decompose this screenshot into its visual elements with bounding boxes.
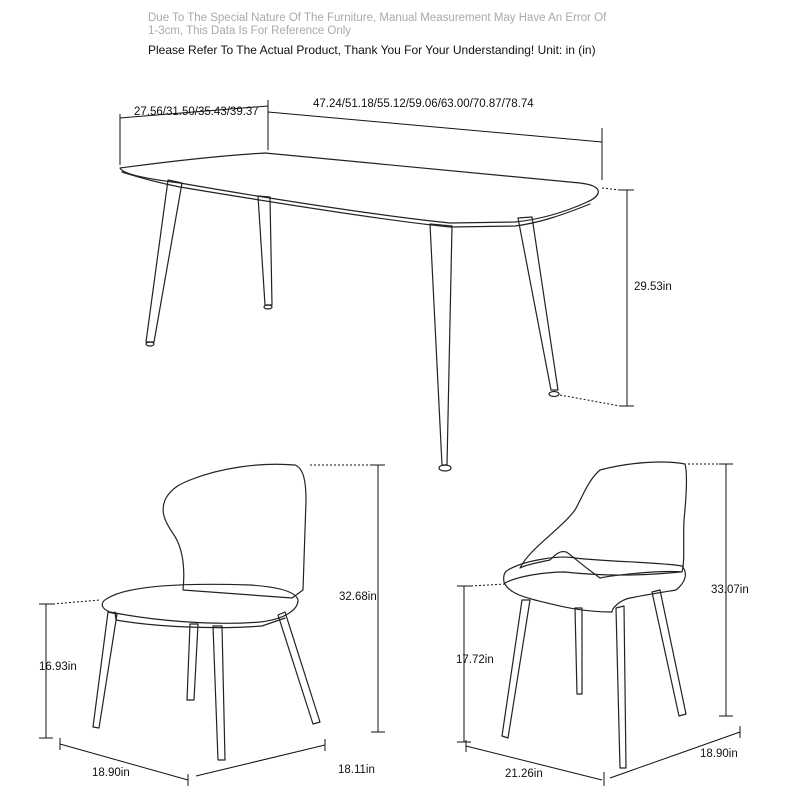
chair-right-seat (504, 557, 686, 612)
chair-right-drawing (502, 462, 687, 768)
chair-left-seat-frame (115, 612, 285, 628)
table-width-label: 27.56/31.50/35.43/39.37 (134, 106, 259, 118)
chair-left-backrest (163, 464, 306, 598)
chair-right-seat-height-label: 17.72in (456, 654, 494, 666)
chair-left-seat (102, 584, 298, 623)
chair-right-legs (502, 590, 686, 768)
chair-left-drawing (93, 464, 320, 760)
chair-left-seat-height-label: 16.93in (39, 661, 77, 673)
chair-left-legs (93, 612, 320, 760)
table-drawing (120, 153, 598, 471)
chair-left-height-label: 32.68in (339, 591, 377, 603)
table-legs (146, 180, 559, 471)
table-top-edge (122, 172, 590, 227)
notice-line-2: 1-3cm, This Data Is For Reference Only (148, 25, 352, 37)
notice-line-1: Due To The Special Nature Of The Furniture, Manual Measurement May Have An Error Of (148, 12, 607, 24)
table-top (120, 153, 598, 223)
chair-left-width-label: 18.90in (92, 767, 130, 779)
notice-line-3: Please Refer To The Actual Product, Thank You For Your Understanding! Unit: in (in) (148, 43, 596, 57)
chair-left-depth-label: 18.11in (338, 764, 375, 776)
table-height-label: 29.53in (634, 281, 672, 293)
table-length-label: 47.24/51.18/55.12/59.06/63.00/70.87/78.74 (313, 98, 534, 110)
chair-right-depth-label: 18.90in (700, 748, 738, 760)
chair-right-piping (505, 572, 680, 583)
chair-right-height-label: 33.07in (711, 584, 749, 596)
chair-right-width-label: 21.26in (505, 768, 543, 780)
